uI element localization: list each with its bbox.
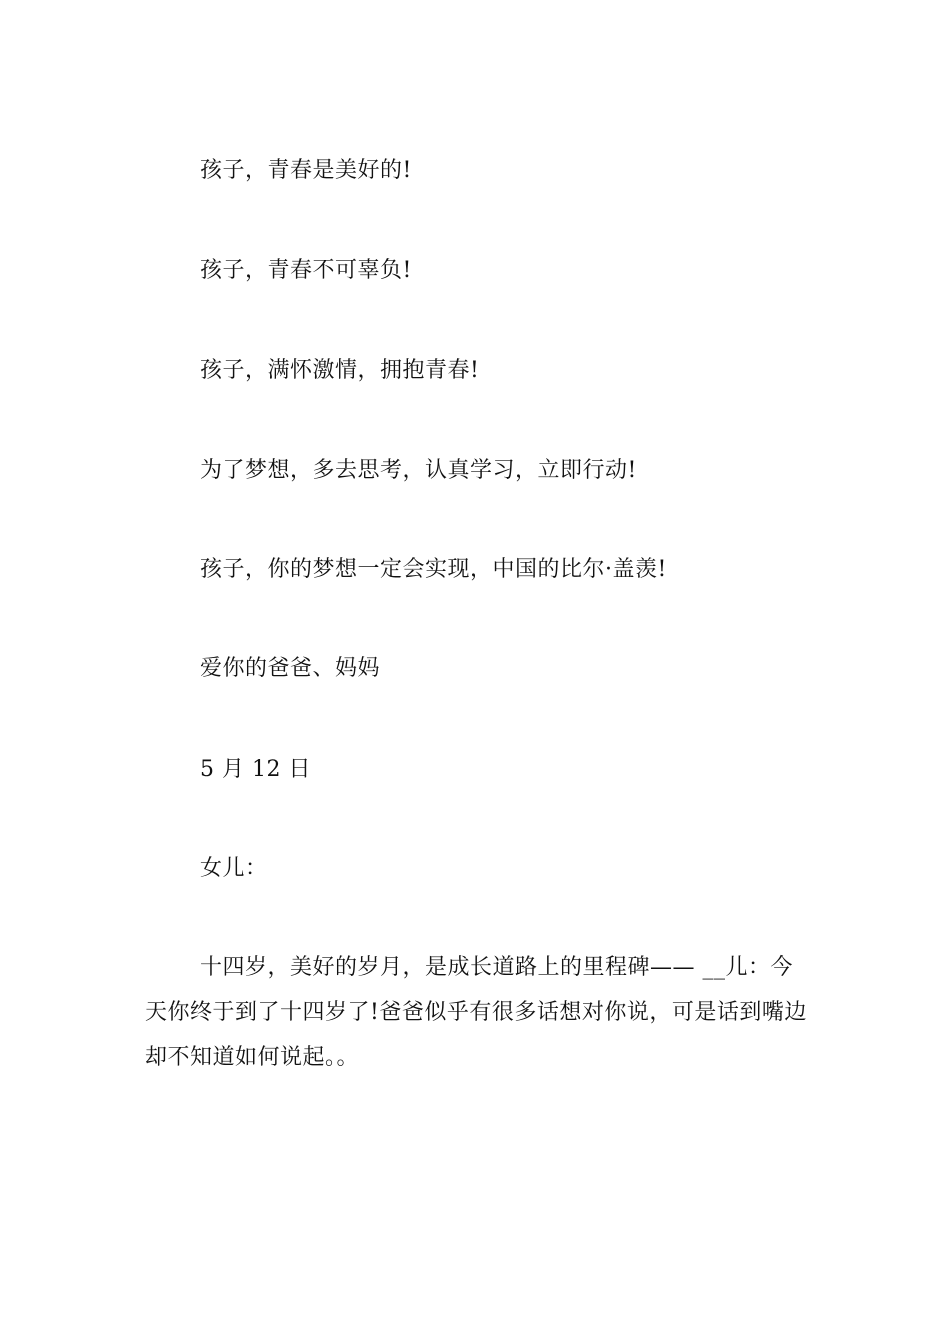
salutation-daughter: 女儿： — [200, 856, 268, 881]
letter-paragraph — [145, 945, 815, 1080]
text-line-youth-not-wasted: 孩子，青春不可辜负! — [200, 258, 412, 283]
date-line: 5 月 12 日 — [200, 757, 311, 782]
letter-paragraph-text: 十四岁，美好的岁月，是成长道路上的里程碑—— __儿：今天你终于到了十四岁了!爸爸似乎有很多话想对你说，可是话到嘴边却不知道如何说起。。 — [145, 955, 807, 1070]
text-line-dream-action: 为了梦想，多去思考，认真学习，立即行动! — [200, 458, 637, 483]
text-line-embrace-youth: 孩子，满怀激情，拥抱青春! — [200, 358, 480, 383]
text-line-dream-come-true: 孩子，你的梦想一定会实现，中国的比尔·盖羡! — [200, 557, 667, 582]
signature-parents: 爱你的爸爸、妈妈 — [200, 656, 381, 681]
text-line-youth-beautiful: 孩子，青春是美好的! — [200, 158, 412, 183]
